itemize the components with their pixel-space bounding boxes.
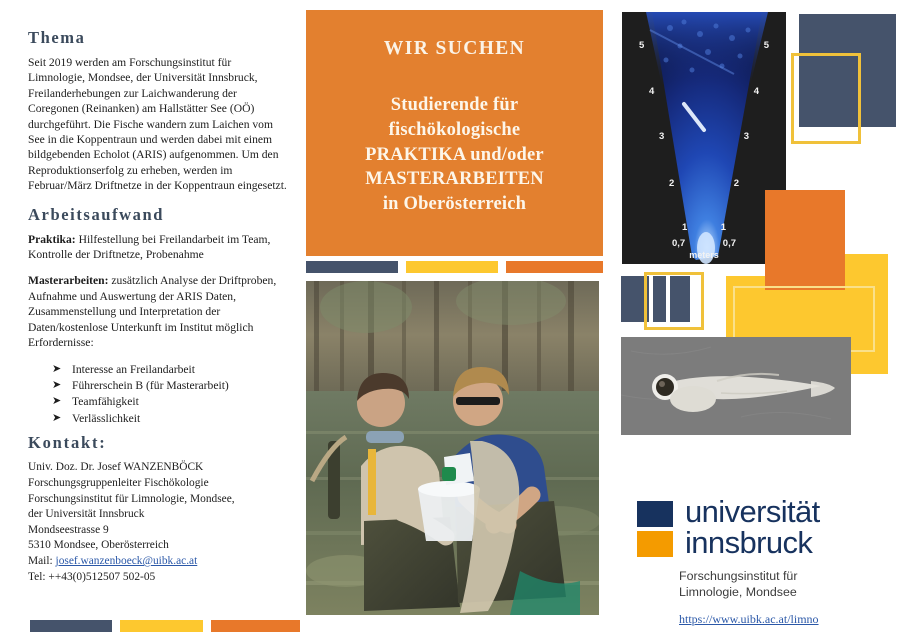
color-bar-spacer bbox=[203, 620, 211, 632]
logo-word-universitaet: universität bbox=[685, 494, 820, 529]
sonar-units-caption: meters bbox=[689, 250, 719, 260]
arrow-bullet-icon: ➤ bbox=[52, 362, 62, 375]
color-bar-spacer bbox=[112, 620, 120, 632]
aris-sonar-image bbox=[622, 12, 786, 264]
color-bar-segment-orange bbox=[506, 261, 603, 273]
requirement-label: Interesse an Freilandarbeit bbox=[72, 362, 195, 376]
decor-orange-block bbox=[765, 190, 845, 290]
requirement-label: Führerschein B (für Masterarbeit) bbox=[72, 378, 229, 392]
sonar-beam-illustration bbox=[622, 12, 786, 264]
river-fieldwork-photo bbox=[306, 281, 599, 615]
requirements-list bbox=[28, 362, 290, 428]
color-bar-segment-yellow bbox=[406, 261, 498, 273]
header-color-bar bbox=[306, 261, 603, 273]
header-banner bbox=[306, 10, 603, 256]
contact-role: Forschungsgruppenleiter Fischökologie bbox=[28, 476, 209, 489]
sonar-scale-label-right-5: 5 bbox=[763, 40, 769, 51]
thema-paragraph: Seit 2019 werden am Forschungsinstitut für Limnologie, Mondsee, der Universität Innsbruck, Freilanderhebungen zur Laichwanderung der Coregonen (Reinanken) am Hallstätter See (OÖ) durchgeführt. Die Fische wandern zum Laichen vom See in die Koppentraun und werden dabei mit einem bildgebenden Echolot (ARIS) aufgenommen. Um den Reproduktionserfolg zu erheben, werden im Februar/März Driftnetze in der Koppentraun eingesetzt. bbox=[28, 56, 287, 193]
river-photo-illustration bbox=[306, 281, 599, 615]
sonar-scale-label-left-3: 3 bbox=[659, 131, 665, 142]
praktika-label: Praktika: bbox=[28, 232, 76, 246]
list-item bbox=[52, 362, 290, 378]
institute-url-link[interactable]: https://www.uibk.ac.at/limno bbox=[679, 612, 819, 626]
sonar-scale-label-right-07: 0,7 bbox=[722, 238, 736, 249]
logo-subtitle-line-1: Forschungsinstitut für bbox=[679, 569, 798, 583]
color-bar-segment-yellow bbox=[120, 620, 203, 632]
heading-arbeitsaufwand: Arbeitsaufwand bbox=[28, 204, 165, 224]
masterarbeiten-label: Masterarbeiten: bbox=[28, 274, 109, 288]
heading-kontakt: Kontakt: bbox=[28, 433, 107, 453]
requirement-label: Teamfähigkeit bbox=[72, 395, 139, 409]
list-item bbox=[52, 378, 290, 394]
logo-marks bbox=[637, 501, 673, 557]
color-bar-segment-orange bbox=[211, 620, 300, 632]
bottom-left-color-bar bbox=[30, 620, 300, 632]
logo-square-navy bbox=[637, 501, 673, 527]
color-bar-segment-slate bbox=[30, 620, 112, 632]
contact-institute: Forschungsinstitut für Limnologie, Mondsee, bbox=[28, 492, 235, 505]
contact-city: 5310 Mondsee, Oberösterreich bbox=[28, 539, 169, 552]
color-bar-spacer bbox=[498, 261, 506, 273]
sonar-scale-label-left-2: 2 bbox=[669, 178, 675, 189]
contact-street: Mondseestrasse 9 bbox=[28, 523, 109, 536]
larva-illustration bbox=[621, 337, 851, 435]
sonar-scale-label-right-4: 4 bbox=[753, 86, 759, 97]
left-content-column bbox=[28, 28, 290, 585]
email-link[interactable]: josef.wanzenboeck@uibk.ac.at bbox=[55, 555, 198, 568]
logo-square-orange bbox=[637, 531, 673, 557]
arrow-bullet-icon: ➤ bbox=[52, 411, 62, 424]
list-item bbox=[52, 411, 290, 427]
contact-university: der Universität Innsbruck bbox=[28, 508, 145, 521]
requirement-label: Verlässlichkeit bbox=[72, 411, 141, 425]
logo-subtitle-line-2: Limnologie, Mondsee bbox=[679, 584, 797, 599]
fish-larva-photo bbox=[621, 337, 851, 435]
sonar-scale-label-left-1: 1 bbox=[682, 222, 688, 233]
claim-line-3: PRAKTIKA und/oder bbox=[365, 144, 544, 165]
decor-yellow-outline-rect-small bbox=[644, 272, 704, 330]
heading-thema: Thema bbox=[28, 28, 86, 47]
contact-mail-row bbox=[28, 554, 290, 570]
banner-claim bbox=[306, 93, 603, 217]
sonar-scale-label-left-5: 5 bbox=[639, 40, 645, 51]
claim-line-4: MASTERARBEITEN bbox=[365, 169, 544, 190]
praktika-paragraph bbox=[28, 232, 290, 263]
claim-line-2: fischökologische bbox=[388, 119, 521, 140]
color-bar-segment-slate bbox=[306, 261, 398, 273]
praktika-text: Hilfestellung bei Freilandarbeit im Team, Kontrolle der Driftnetze, Probenahme bbox=[28, 232, 271, 262]
banner-eyebrow: WIR SUCHEN bbox=[383, 38, 526, 59]
mail-label: Mail: bbox=[28, 555, 56, 568]
masterarbeiten-paragraph bbox=[28, 273, 290, 350]
contact-name: Univ. Doz. Dr. Josef WANZENBÖCK bbox=[28, 461, 204, 474]
masterarbeiten-text: zusätzlich Analyse der Driftproben, Aufnahme und Auswertung der ARIS Daten, Zusammenstellung und Interpretation der Daten/kostenlose Unterkunft im Institut möglich Erfordernisse: bbox=[28, 274, 277, 350]
logo-wordmark bbox=[685, 494, 820, 560]
contact-block bbox=[28, 460, 290, 585]
sonar-scale-label-right-2: 2 bbox=[733, 178, 739, 189]
sonar-scale-label-left-07: 0,7 bbox=[672, 238, 686, 249]
logo-word-innsbruck: innsbruck bbox=[685, 524, 813, 560]
decor-yellow-outline-rect-top bbox=[791, 53, 861, 144]
sonar-scale-label-right-1: 1 bbox=[720, 222, 726, 233]
arrow-bullet-icon: ➤ bbox=[52, 395, 62, 408]
logo-subtitle bbox=[679, 569, 797, 601]
arrow-bullet-icon: ➤ bbox=[52, 378, 62, 391]
list-item bbox=[52, 394, 290, 410]
sonar-scale-label-left-4: 4 bbox=[649, 86, 655, 97]
color-bar-spacer bbox=[398, 261, 406, 273]
claim-line-1: Studierende für bbox=[390, 95, 519, 115]
contact-tel: Tel: ++43(0)512507 502-05 bbox=[28, 570, 156, 583]
claim-line-5: in Oberösterreich bbox=[382, 194, 527, 215]
sonar-scale-label-right-3: 3 bbox=[743, 131, 749, 142]
